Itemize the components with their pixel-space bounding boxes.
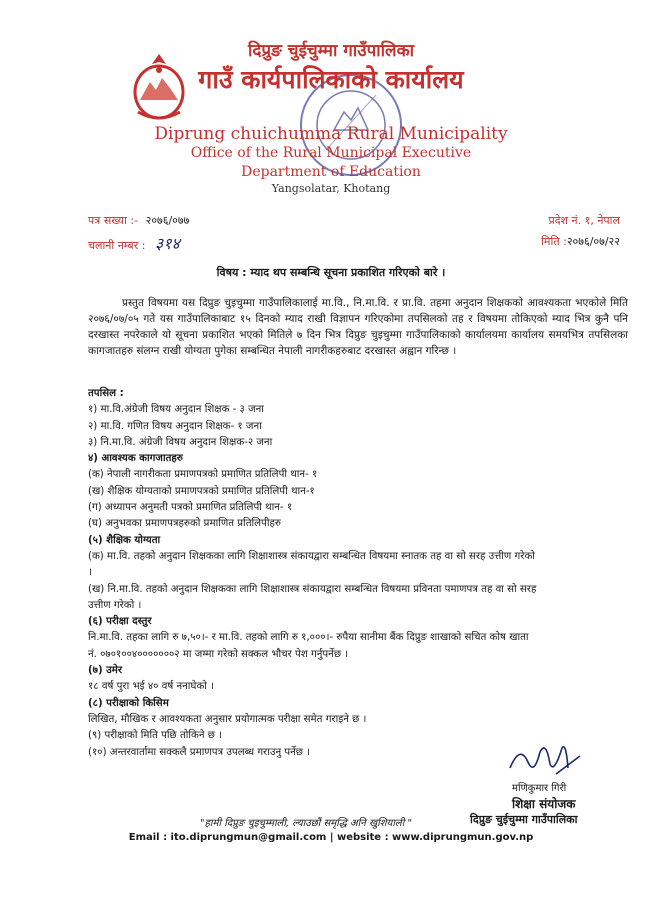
details-line: (७) उमेर (88, 665, 122, 677)
notice-paragraph: प्रस्तुत विषयमा यस दिप्रुङ चुइचुम्मा गाउँपालिकालाई मा.वि., नि.मा.वि. र प्रा.वि. तहमा अनुदान शिक्षकको आवश्यकता भएकोले मिति २०७६/०७/०५ गते यस गाउँपालिकाबाट १५ दिनको म्याद राखी विज्ञापन गरिएकोमा तपसिलको तह र विषयमा तोकिएको म्याद भित्र कुनै पनि दरखास्त नपरेकाले यो सूचना प्रकाशित भएको मितिले ७ दिन भित्र दिप्रुङ चुइचुम्मा गाउँपालिकाको कार्यालयमा कार्यालय समयभित्र तपसिलका कागजातहरु संलग्न राखी योग्यता पुगेका सम्बन्धित नेपाली नागरीकहरुबाट दरखास्त अह्वान गरिन्छ । (88, 297, 628, 357)
details-line: । (88, 567, 92, 579)
letterhead-office-english: Office of the Rural Municipal Executive (190, 145, 472, 161)
details-line: ३) नि.मा.वि. अंग्रेजी विषय अनुदान शिक्षक-२ जना (88, 436, 273, 448)
letterhead-department: Department of Education (241, 164, 421, 180)
letter-date-value: २०७६/०७/२२ (566, 235, 620, 248)
dispatch-number (88, 232, 180, 254)
letter-number (88, 213, 189, 228)
details-list (88, 386, 633, 761)
details-line: (१०) अन्तरवार्तामा सक्कलै प्रमाणपत्र उपलब्ध गराउनु पर्नेछ । (88, 746, 311, 758)
letterhead-municipality-english: Diprung chuichumma Rural Municipality (154, 124, 508, 144)
details-line: उत्तीण गरेको । (88, 599, 142, 611)
letterhead-office-nepali: गाउँ कार्यपालिकाको कार्यालय (198, 65, 464, 94)
details-line: (घ) अनुभवका प्रमाणपत्रहरुको प्रमाणित प्रतिलिपीहरु (88, 518, 281, 530)
signatory-name: मणिकुमार गिरी (512, 783, 567, 794)
subject-line: विषय : म्याद थप सम्बन्धि सूचना प्रकाशित गरिएको बारे । (216, 266, 446, 279)
details-line: (ख) नि.मा.वि. तहको अनुदान शिक्षकका लागि शिक्षाशास्त्र संकायद्वारा सम्बन्धित विषयमा प्रविनता पमाणपत्र तह वा सो सरह (88, 583, 537, 595)
details-line: (क) मा.वि. तहको अनुदान शिक्षकका लागि शिक्षाशास्त्र संकायद्वारा सम्बन्धित विषयमा स्नातक तह वा सो सरह उत्तीण गरेको (88, 550, 535, 562)
signatory-office: दिप्रुङ चुईचुम्मा गाउँपालिका (470, 813, 578, 826)
details-line: (८) परीक्षाको किसिम (88, 697, 169, 709)
signatory-title: शिक्षा संयोजक (512, 797, 576, 811)
letter-date (541, 234, 620, 249)
letterhead-municipality-nepali: दिप्रुङ चुईचुम्मा गाउँपालिका (247, 41, 415, 61)
letter-number-label: पत्र सख्या :- (88, 214, 139, 227)
details-line: (ख) शैक्षिक योग्यताको प्रमाणपत्रको प्रमाणित प्रतिलिपी थान-१ (88, 485, 315, 497)
details-line: (ग) अध्यापन अनुमती पत्रको प्रमाणित प्रतिलिपी थान- १ (88, 502, 293, 514)
details-line: (९) परीक्षाको मिति पछि तोकिने छ । (88, 730, 222, 742)
footer-contact: Email : ito.diprungmun@gmail.com | website : www.diprungmun.gov.np (128, 832, 534, 843)
details-line: नं. ०७०१००४०००००००२ मा जम्मा गरेको सक्कल भौचर पेश गर्नुपर्नेछ । (88, 648, 349, 660)
signature-scribble-icon (506, 738, 586, 780)
details-line: लिखित, मौखिक र आवश्यकता अनुसार प्रयोगात्मक परीक्षा समेत गराइने छ । (88, 713, 367, 725)
dispatch-number-label: चलानी नम्बर : (88, 239, 146, 252)
details-line: (६) परीक्षा दस्तुर (88, 616, 152, 628)
details-line: १) मा.वि.अंग्रेजी विषय अनुदान शिक्षक - ३ जना (88, 404, 264, 416)
details-line: तपसिल : (88, 388, 124, 399)
notice-body (88, 295, 628, 359)
details-line: (५) शैक्षिक योग्यता (88, 534, 161, 546)
details-line: नि.मा.वि. तहका लागि रु ७,५०।- र मा.वि. तहको लागि रु १,०००।- रुपैया सानीमा बैंक दिप्रुङ शाखाको सचित कोष खाता (88, 632, 529, 644)
letter-date-label: मिति : (541, 235, 567, 248)
dispatch-number-value: ३१४ (154, 234, 180, 253)
details-line: २) मा.वि. गणित विषय अनुदान शिक्षक- १ जना (88, 420, 262, 432)
details-line: (क) नेपाली नागरीकता प्रमाणपत्रको प्रमाणित प्रतिलिपी थान- १ (88, 469, 318, 481)
footer-slogan: "हामी दिप्रुङ चुइचुम्माली, ल्याउछौं समृद्धि अनि खुशियाली " (200, 818, 413, 829)
details-line: ४) आवश्यक कागजातहरु (88, 453, 183, 465)
letterhead-address: Yangsolatar, Khotang (271, 182, 391, 195)
details-line: १८ वर्ष पुरा भई ४० वर्ष ननाघेको । (88, 681, 215, 693)
letter-number-value: २०७६/०७७ (145, 214, 190, 227)
province: प्रदेश नं. १, नेपाल (548, 214, 620, 227)
